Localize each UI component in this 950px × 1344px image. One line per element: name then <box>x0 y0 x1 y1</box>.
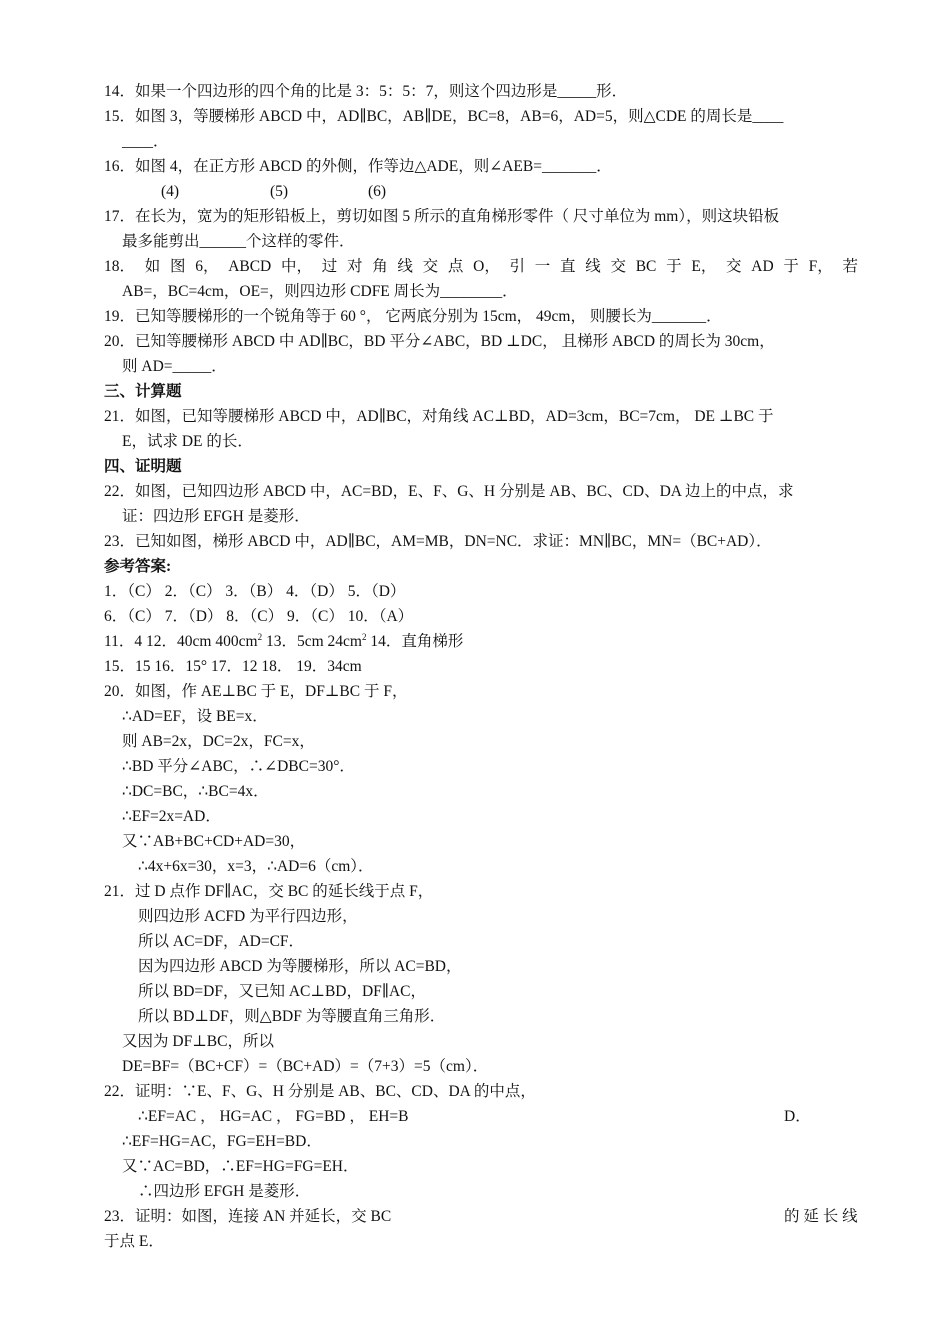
solution-20-line: ∴4x+6x=30，x=3，∴AD=6（cm）． <box>138 858 374 875</box>
superscript-2: 2 <box>361 631 367 642</box>
solution-22-line: 又∵AC=BD，∴EF=HG=FG=EH． <box>122 1158 359 1175</box>
q18-token: O， <box>473 258 500 275</box>
q18-token: 交 <box>610 258 626 275</box>
q18-token: 点 <box>447 258 464 275</box>
q18-token: 线 <box>585 258 601 275</box>
question-20-line2: 则 AD=_____． <box>122 358 227 375</box>
solution-20-line: ∴BD 平分∠ABC，∴∠DBC=30°． <box>122 758 355 775</box>
q18-token: BC <box>635 258 657 275</box>
q18-token: 于 <box>783 258 799 275</box>
question-22-line1: 22．如图，已知四边形 ABCD 中，AC=BD，E、F、G、H 分别是 AB、BC、CD、DA 边上的中点，求 <box>104 483 794 500</box>
q18-token: 一 <box>534 258 551 275</box>
section-heading-proof: 四、证明题 <box>104 458 182 475</box>
answers-11-14 <box>104 632 463 652</box>
question-22-line2: 证：四边形 EFGH 是菱形． <box>122 508 310 525</box>
question-20-line1: 20．已知等腰梯形 ABCD 中 AD∥BC，BD 平分∠ABC，BD ⊥DC， 且梯形 ABCD 的周长为 30cm， <box>104 333 775 350</box>
ans-11-12: 11．4 12．40cm 400cm <box>104 633 258 650</box>
question-19: 19．已知等腰梯形的一个锐角等于 60 °， 它两底分别为 15cm， 49cm， 则腰长为_______． <box>104 308 722 325</box>
solution-20-line: ∴DC=BC，∴BC=4x． <box>122 783 269 800</box>
q18-token: 若 <box>842 258 858 275</box>
solution-20-line: 20．如图，作 AE⊥BC 于 E，DF⊥BC 于 F， <box>104 683 408 700</box>
figure-label-5: (5) <box>270 183 289 200</box>
q18-token: 图 <box>169 258 186 275</box>
solution-20-line: ∴EF=2x=AD． <box>122 808 221 825</box>
q18-token: 中， <box>280 258 312 275</box>
solution-21-line: 所以 BD=DF，又已知 AC⊥BD，DF∥AC， <box>138 983 426 1000</box>
solution-21-line: DE=BF=（BC+CF）=（BC+AD）=（7+3）=5（cm）． <box>122 1058 489 1075</box>
figure-label-6: (6) <box>368 183 387 200</box>
q18-token: 于 <box>666 258 682 275</box>
solution-22-line-wrap: D． <box>784 1108 811 1125</box>
answers-heading: 参考答案: <box>104 558 172 575</box>
q18-token: AD <box>751 258 774 275</box>
q18-token: 6， <box>195 258 219 275</box>
question-14: 14．如果一个四边形的四个角的比是 3：5：5：7，则这个四边形是_____形． <box>104 83 628 100</box>
q18-token: 直 <box>560 258 576 275</box>
solution-20-line: ∴AD=EF，设 BE=x． <box>122 708 268 725</box>
solution-23-line1: 23．证明：如图，连接 AN 并延长，交 BC <box>104 1208 392 1225</box>
answers-6-10: 6．（C） 7．（D） 8．（C） 9．（C） 10．（A） <box>104 608 414 625</box>
q18-token: F， <box>808 258 833 275</box>
question-16: 16．如图 4，在正方形 ABCD 的外侧，作等边△ADE，则∠AEB=_______． <box>104 158 612 175</box>
solution-21-line: 又因为 DF⊥BC，所以 <box>122 1033 274 1050</box>
solution-21-line: 则四边形 ACFD 为平行四边形， <box>138 908 358 925</box>
solution-23-line1-right: 的 延 长 线 <box>784 1208 858 1225</box>
solution-22-line: ∴EF=AC ， HG=AC ， FG=BD ， EH=B <box>138 1108 409 1125</box>
solution-22-line: 22．证明：∵E、F、G、H 分别是 AB、BC、CD、DA 的中点， <box>104 1083 536 1100</box>
solution-22-line: ∴四边形 EFGH 是菱形． <box>138 1183 311 1200</box>
q18-token: 引 <box>509 258 526 275</box>
q18-token: 对 <box>346 258 363 275</box>
question-15-line2: ____． <box>122 133 169 150</box>
q18-token: 交 <box>726 258 742 275</box>
q18-token: 过 <box>321 258 338 275</box>
q18-token: 线 <box>397 258 413 275</box>
solution-21-line: 21．过 D 点作 DF∥AC，交 BC 的延长线于点 F， <box>104 883 434 900</box>
ans-13: 13．5cm 24cm <box>262 633 362 650</box>
solution-23-line2: 于点 E． <box>104 1233 164 1250</box>
answers-1-5: 1．（C） 2．（C） 3．（B） 4．（D） 5．（D） <box>104 583 406 600</box>
question-21-line2: E，试求 DE 的长． <box>122 433 253 450</box>
question-18-line1 <box>104 257 858 277</box>
q18-token: 如 <box>144 258 161 275</box>
answers-15-19: 15．15 16．15° 17．12 18． 19．34cm <box>104 658 362 675</box>
solution-20-line: 又∵AB+BC+CD+AD=30， <box>122 833 306 850</box>
solution-22-line: ∴EF=HG=AC，FG=EH=BD． <box>122 1133 322 1150</box>
q18-token: 角 <box>372 258 388 275</box>
ans-14: 14．直角梯形 <box>366 633 464 650</box>
question-15-line1: 15．如图 3，等腰梯形 ABCD 中，AD∥BC，AB∥DE，BC=8，AB=6，AD=5，则△CDE 的周长是____ <box>104 108 784 125</box>
question-17-line2: 最多能剪出______个这样的零件． <box>122 233 355 250</box>
section-heading-calculation: 三、计算题 <box>104 383 182 400</box>
question-21-line1: 21．如图，已知等腰梯形 ABCD 中，AD∥BC，对角线 AC⊥BD，AD=3cm，BC=7cm， DE ⊥BC 于 <box>104 408 774 425</box>
solution-21-line: 因为四边形 ABCD 为等腰梯形，所以 AC=BD， <box>138 958 462 975</box>
q18-token: ABCD <box>228 258 272 275</box>
superscript-2: 2 <box>257 631 263 642</box>
q18-token: 18． <box>104 258 136 275</box>
solution-21-line: 所以 AC=DF，AD=CF． <box>138 933 305 950</box>
solution-20-line: 则 AB=2x，DC=2x，FC=x， <box>122 733 315 750</box>
question-17-line1: 17．在长为，宽为的矩形铅板上，剪切如图 5 所示的直角梯形零件（ 尺寸单位为 mm），则这块铅板 <box>104 208 780 225</box>
solution-21-line: 所以 BD⊥DF，则△BDF 为等腰直角三角形． <box>138 1008 446 1025</box>
q18-token: 交 <box>422 258 439 275</box>
q18-token: E， <box>691 258 717 275</box>
question-18-line2: AB=，BC=4cm，OE=，则四边形 CDFE 周长为________． <box>122 283 518 300</box>
figure-label-4: (4) <box>161 183 180 200</box>
question-23: 23．已知如图，梯形 ABCD 中，AD∥BC，AM=MB，DN=NC．求证：MN∥BC，MN=（BC+AD）． <box>104 533 772 550</box>
